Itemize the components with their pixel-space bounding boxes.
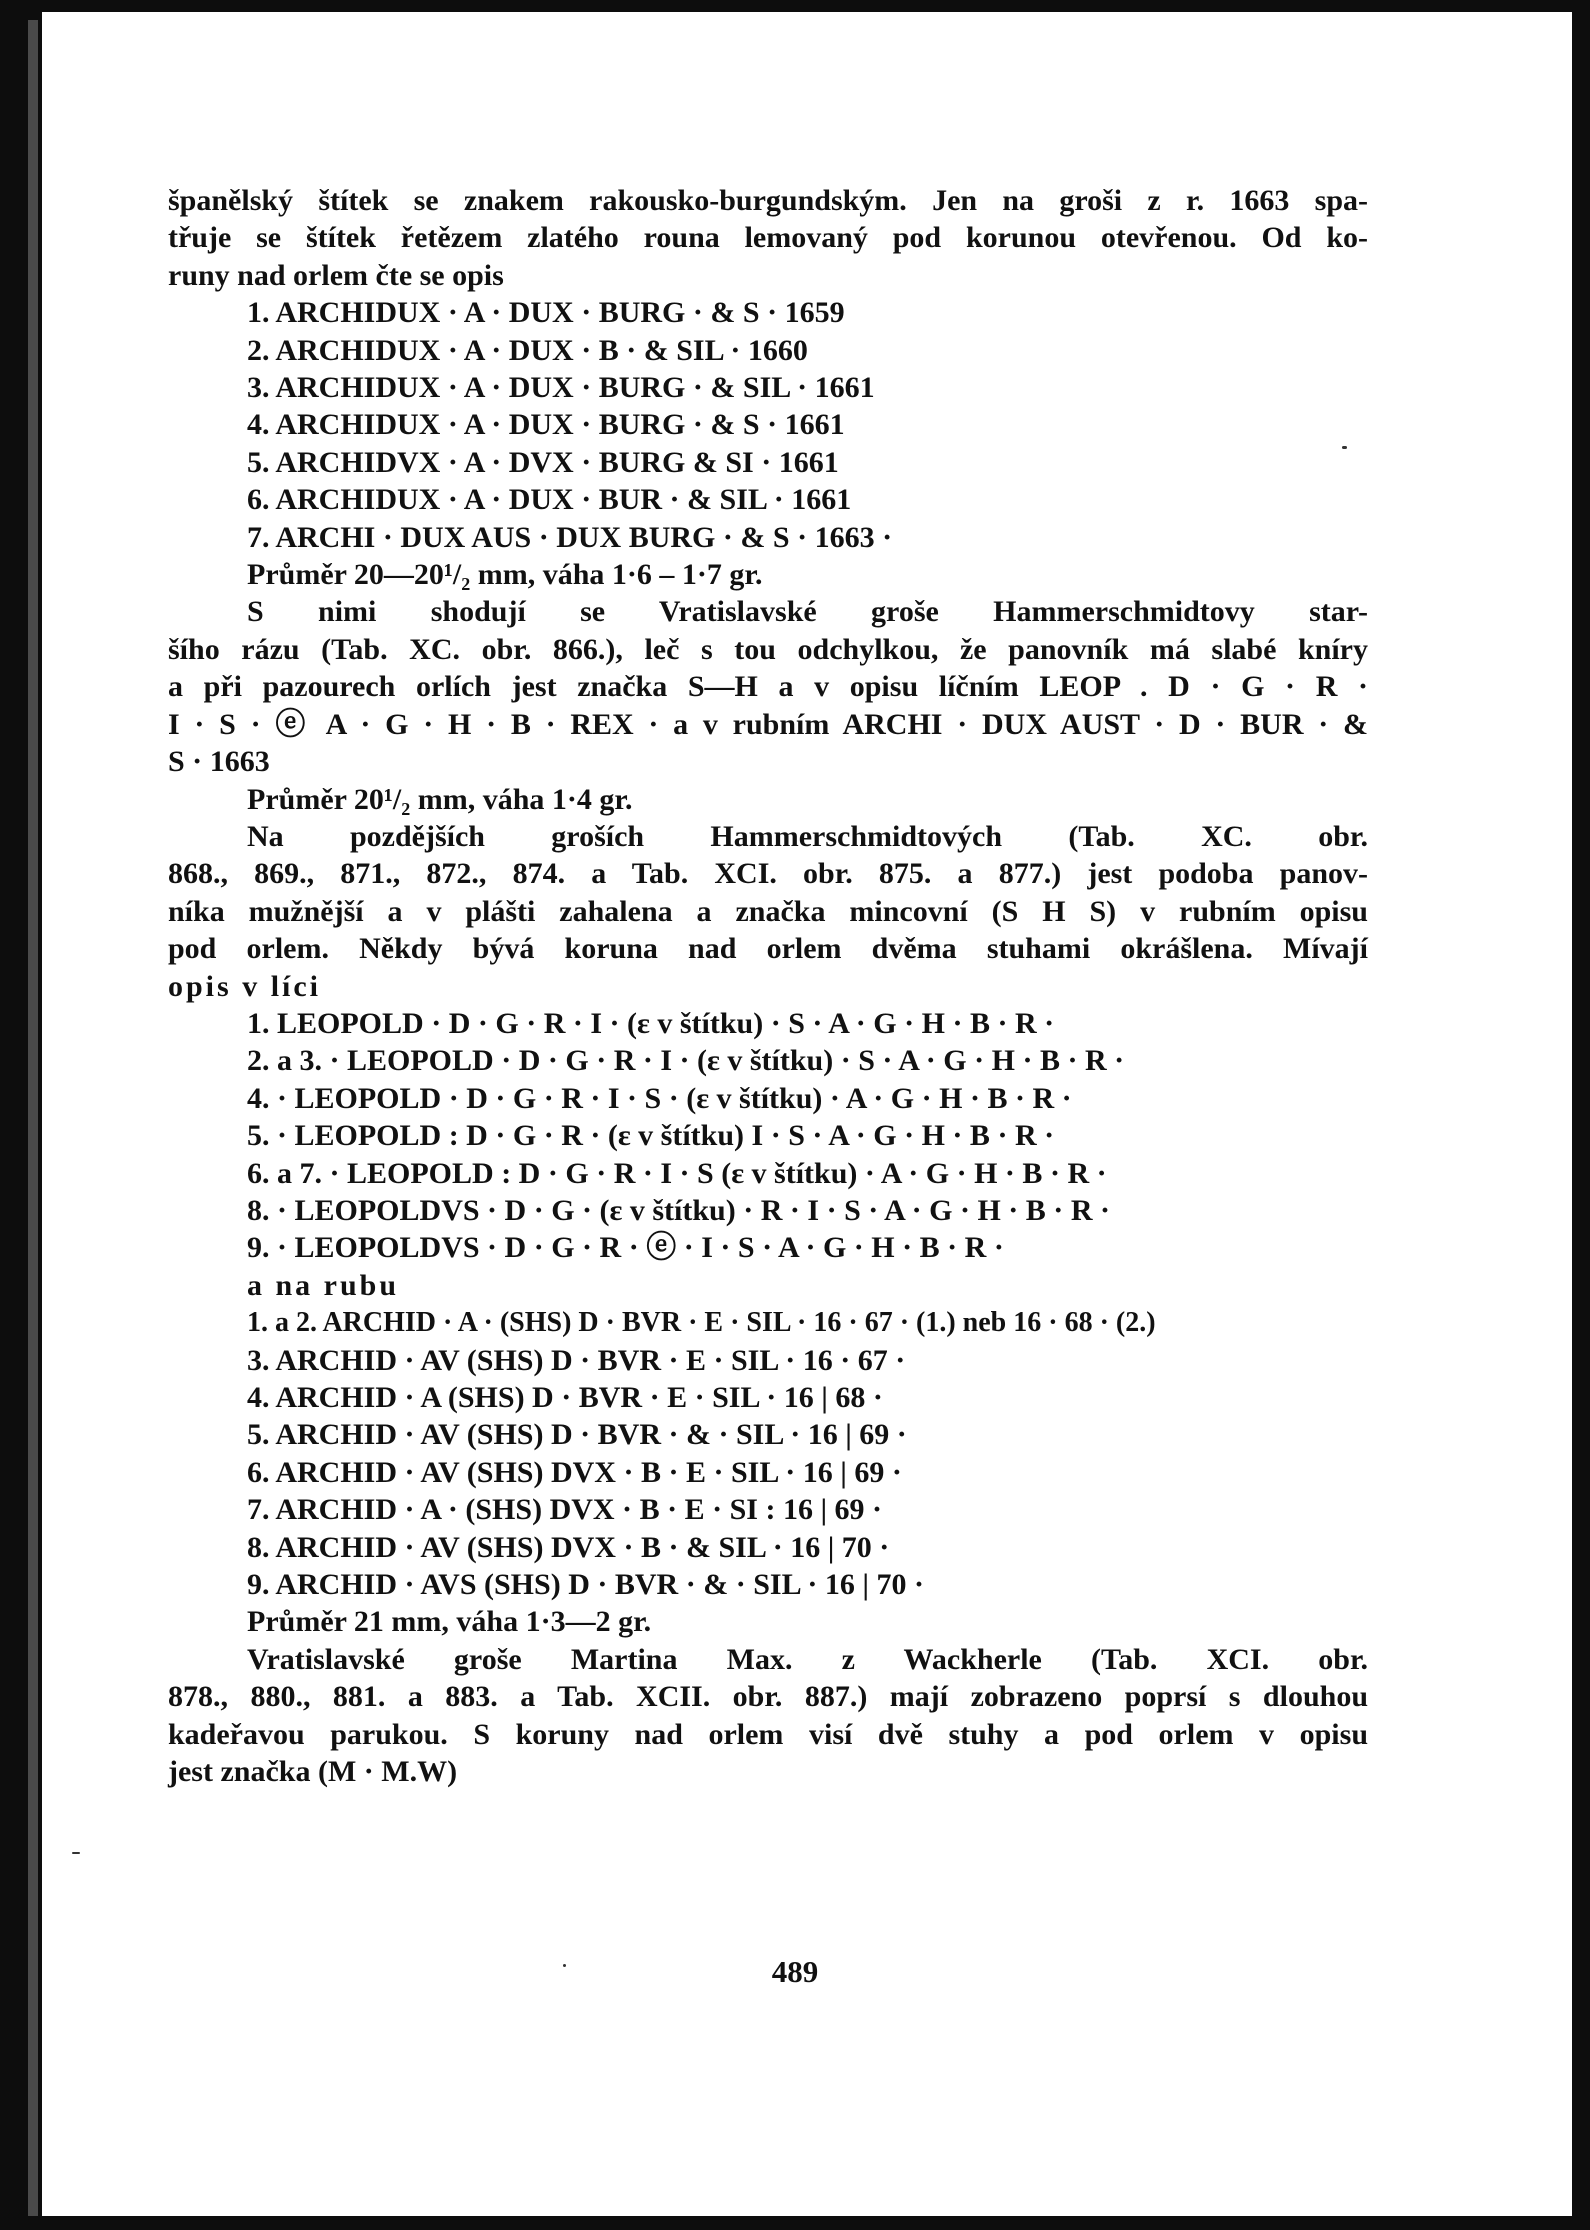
inscription-item: 4. ARCHIDUX · A · DUX · BURG · & S · 1661 (247, 408, 845, 442)
section-label: a na rubu (247, 1268, 400, 1302)
inscription-item: 3. ARCHID · AV (SHS) D · BVR · Е · SIL · 16 · 67 · (247, 1343, 906, 1377)
inscription-item: 1. LEOPOLD · D · G · R · I · (ɛ v štítku) · S · A · G · H · B · R · (247, 1006, 1055, 1040)
text-line: Na pozdějších groších Hammerschmidtových (Tab. XC. obr. (247, 819, 1368, 853)
text-line: šího rázu (Tab. XC. obr. 866.), leč s tou odchylkou, že panovník má slabé kníry (168, 632, 1368, 666)
text-line: jest značka (M · M.W) (168, 1755, 458, 1789)
inscription-item: 1. a 2. ARCHID · A · (SHS) D · BVR · Е · SIL · 16 · 67 · (1.) neb 16 · 68 · (2.) (247, 1307, 1156, 1339)
text-line: níka mužnější a v plášti zahalena a značka mincovní (S H S) v rubním opisu (168, 894, 1368, 928)
measurement-line: Průměr 20—20¹/₂ mm, váha 1·6 – 1·7 gr. (247, 558, 763, 592)
text-line: S nimi shodují se Vratislavské groše Hammerschmidtovy star- (247, 595, 1368, 629)
inscription-item: 2. a 3. · LEOPOLD · D · G · R · I · (ɛ v štítku) · S · A · G · H · B · R · (247, 1044, 1125, 1078)
inscription-item: 6. ARCHID · AV (SHS) DVX · B · Е · SIL · 16 | 69 · (247, 1455, 902, 1489)
text-line: runy nad orlem čte se opis (168, 258, 504, 292)
inscription-item: 3. ARCHIDUX · A · DUX · BURG · & SIL · 1661 (247, 371, 875, 405)
measurement-line: Průměr 21 mm, váha 1·3—2 gr. (247, 1605, 652, 1639)
inscription-item: 8. ARCHID · AV (SHS) DVX · B · & SIL · 16 | 70 · (247, 1530, 890, 1564)
text-line: španělský štítek se znakem rakousko-burgundským. Jen na groši z r. 1663 spa- (168, 184, 1368, 217)
text-line: I · S · ⓔ A · G · H · B · REX · a v rubním ARCHI · DUX AUST · D · BUR · & (168, 707, 1368, 741)
inscription-item: 9. · LEOPOLDVS · D · G · R · ⓔ · I · S · A · G · H · B · R · (247, 1231, 1004, 1265)
scan-border-right (1572, 0, 1590, 2230)
inscription-item: 5. · LEOPOLD : D · G · R · (ɛ v štítku) I · S · A · G · H · B · R · (247, 1119, 1055, 1153)
scan-binding-shadow (28, 20, 38, 2220)
text-line: opis v líci (168, 969, 322, 1003)
dust-speck (72, 1852, 80, 1854)
text-line: S · 1663 (168, 745, 270, 779)
scan-border-top (0, 0, 1590, 12)
text-line: pod orlem. Někdy bývá koruna nad orlem dvěma stuhami okrášlena. Mívají (168, 932, 1368, 966)
inscription-item: 4. · LEOPOLD · D · G · R · I · S · (ɛ v štítku) · A · G · H · B · R · (247, 1081, 1072, 1115)
inscription-item: 6. ARCHIDUX · A · DUX · BUR · & SIL · 1661 (247, 483, 852, 517)
text-line: 868., 869., 871., 872., 874. a Tab. XCI. obr. 875. a 877.) jest podoba panov- (168, 857, 1368, 891)
inscription-item: 5. ARCHID · AV (SHS) D · BVR · & · SIL · 16 | 69 · (247, 1418, 907, 1452)
inscription-item: 1. ARCHIDUX · A · DUX · BURG · & S · 1659 (247, 296, 845, 330)
inscription-item: 7. ARCHI · DUX AUS · DUX BURG · & S · 1663 · (247, 520, 893, 554)
inscription-item: 7. ARCHID · A · (SHS) DVX · B · Е · SI : 16 | 69 · (247, 1493, 883, 1527)
inscription-item: 6. a 7. · LEOPOLD : D · G · R · I · S (ɛ v štítku) · A · G · H · B · R · (247, 1156, 1107, 1190)
text-line: třuje se štítek řetězem zlatého rouna lemovaný pod korunou otevřenou. Od ko- (168, 221, 1368, 255)
inscription-item: 4. ARCHID · A (SHS) D · BVR · Е · SIL · 16 | 68 · (247, 1381, 883, 1414)
text-line: Vratislavské groše Martina Max. z Wackherle (Tab. XCI. obr. (247, 1642, 1368, 1676)
scan-border-bottom (0, 2216, 1590, 2230)
text-line: a při pazourech orlích jest značka S—H a v opisu líčním LEOP . D · G · R · (168, 670, 1368, 704)
inscription-item: 5. ARCHIDVX · A · DVX · BURG & SI · 1661 (247, 445, 839, 479)
page-number: 489 (771, 1954, 819, 1989)
text-line: kadeřavou parukou. S koruny nad orlem visí dvě stuhy a pod orlem v opisu (168, 1717, 1368, 1751)
inscription-item: 8. · LEOPOLDVS · D · G · (ɛ v štítku) · R · I · S · A · G · H · B · R · (247, 1193, 1110, 1227)
text-line: 878., 880., 881. a 883. a Tab. XCII. obr. 887.) mají zobrazeno poprsí s dlouhou (168, 1680, 1368, 1714)
inscription-item: 9. ARCHID · AVS (SHS) D · BVR · & · SIL · 16 | 70 · (247, 1568, 925, 1602)
body-text (168, 182, 1368, 1790)
measurement-line: Průměr 20¹/₂ mm, váha 1·4 gr. (247, 782, 633, 816)
inscription-item: 2. ARCHIDUX · A · DUX · B · & SIL · 1660 (247, 333, 808, 367)
